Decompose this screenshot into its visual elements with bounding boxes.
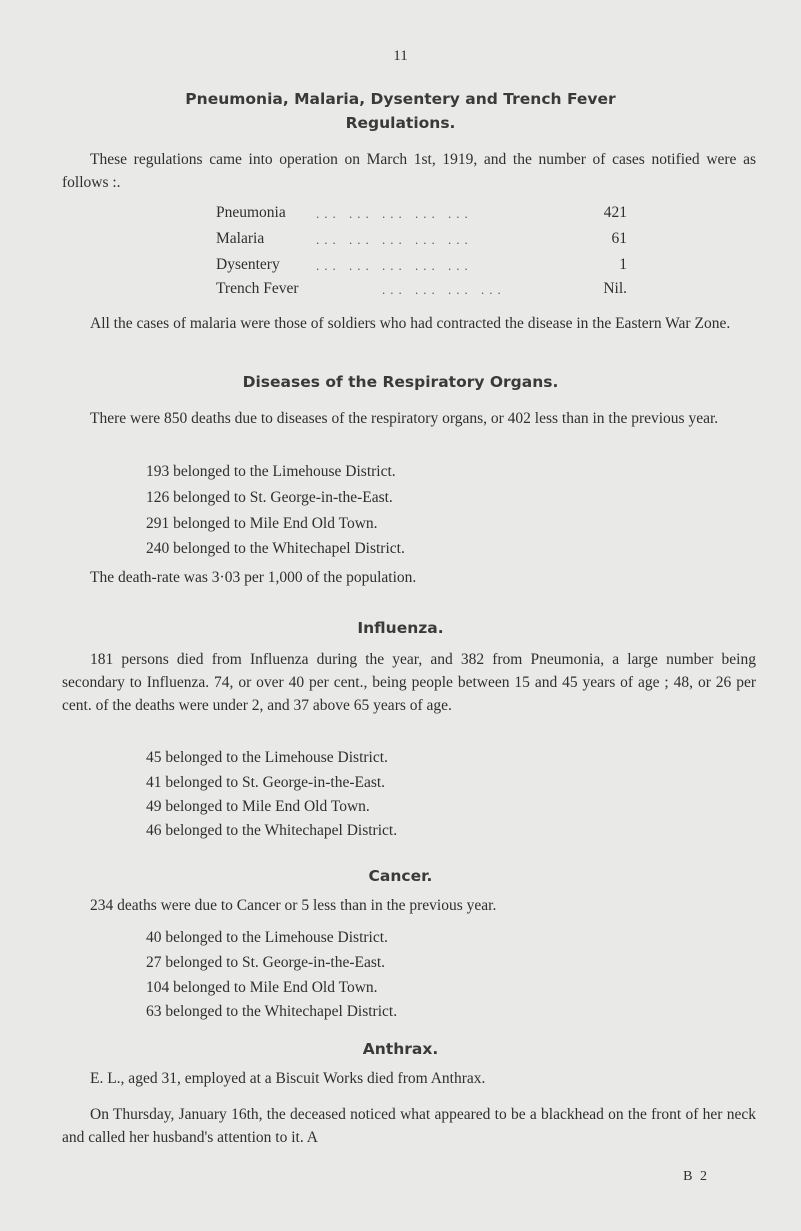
respiratory-death-rate: The death-rate was 3·03 per 1,000 of the population.: [90, 569, 417, 586]
table-dots: ... ... ... ... ...: [316, 232, 473, 247]
table-dots: ... ... ... ... ...: [316, 258, 473, 273]
table-label: Trench Fever: [216, 280, 299, 297]
list-item: 126 belonged to St. George-in-the-East.: [146, 489, 393, 506]
influenza-intro-paragraph: 181 persons died from Influenza during the year, and 382 from Pneumonia, a large number being secondary to Influenza. 74, or over 40 per cent., being people between 15 and 45 years of age ; 48, or 26 per cent. of the deaths were under 2, and 37 above 65 years of age.: [62, 651, 756, 714]
anthrax-paragraph: On Thursday, January 16th, the deceased noticed what appeared to be a blackhead on the front of her neck and called her husband's attention to it. A: [62, 1106, 756, 1146]
respiratory-intro-paragraph: There were 850 deaths due to diseases of the respiratory organs, or 402 less than in the previous year.: [90, 410, 719, 427]
table-label: Pneumonia: [216, 204, 286, 221]
list-item: 45 belonged to the Limehouse District.: [146, 749, 388, 766]
table-label: Dysentery: [216, 256, 280, 273]
table-value: 421: [603, 204, 627, 221]
list-item: 291 belonged to Mile End Old Town.: [146, 515, 378, 532]
page-number: 11: [393, 48, 408, 64]
section-heading-cancer: Cancer.: [368, 867, 433, 885]
section-heading-respiratory: Diseases of the Respiratory Organs.: [242, 373, 559, 391]
list-item: 40 belonged to the Limehouse District.: [146, 929, 388, 946]
cancer-intro: 234 deaths were due to Cancer or 5 less than in the previous year.: [90, 897, 497, 914]
list-item: 27 belonged to St. George-in-the-East.: [146, 954, 386, 971]
table-dots: ... ... ... ...: [382, 282, 506, 297]
table-value: 61: [611, 230, 627, 247]
list-item: 240 belonged to the Whitechapel District.: [146, 540, 405, 557]
regulations-intro-paragraph: These regulations came into operation on March 1st, 1919, and the number of cases notified were as follows :.: [62, 151, 756, 191]
table-label: Malaria: [216, 230, 265, 247]
section-heading-regulations-line2: Regulations.: [345, 114, 456, 132]
list-item: 46 belonged to the Whitechapel District.: [146, 822, 398, 839]
table-value: Nil.: [603, 280, 627, 297]
table-dots: ... ... ... ... ...: [316, 206, 473, 221]
list-item: 49 belonged to Mile End Old Town.: [146, 798, 370, 815]
section-heading-influenza: Influenza.: [357, 619, 444, 637]
section-heading-anthrax: Anthrax.: [362, 1040, 439, 1058]
anthrax-case-line: E. L., aged 31, employed at a Biscuit Works died from Anthrax.: [90, 1070, 486, 1087]
section-heading-regulations-line1: Pneumonia, Malaria, Dysentery and Trench Fever: [185, 90, 616, 108]
list-item: 104 belonged to Mile End Old Town.: [146, 979, 378, 996]
table-value: 1: [619, 256, 627, 273]
signature-mark: B 2: [683, 1169, 709, 1184]
malaria-note-paragraph: All the cases of malaria were those of soldiers who had contracted the disease in the Eastern War Zone.: [90, 315, 731, 332]
list-item: 63 belonged to the Whitechapel District.: [146, 1003, 398, 1020]
list-item: 193 belonged to the Limehouse District.: [146, 463, 396, 480]
list-item: 41 belonged to St. George-in-the-East.: [146, 774, 386, 791]
